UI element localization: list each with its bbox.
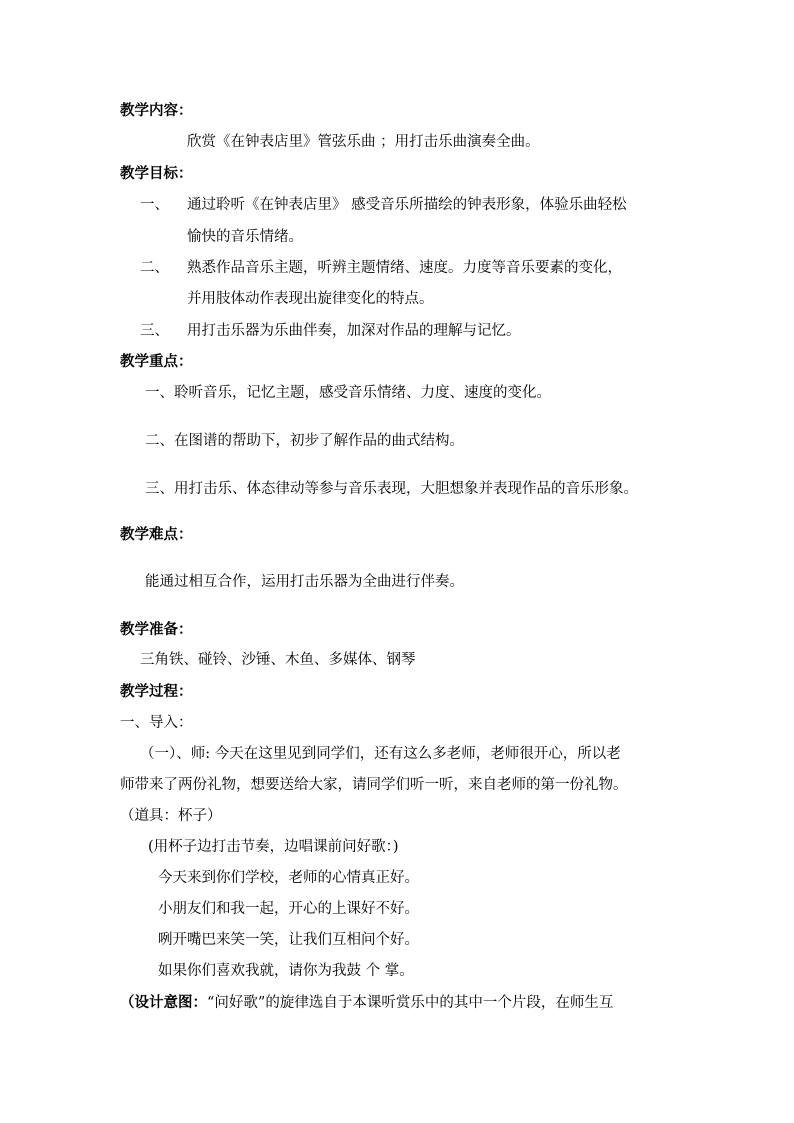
section-heading-key-points: 教学重点： (120, 353, 193, 370)
process-paragraph-line-3: （道具：杯子） (120, 808, 222, 824)
song-line-2: 小朋友们和我一起，开心的上课好不好。 (158, 901, 419, 917)
key-point-2: 二、在图谱的帮助下，初步了解作品的曲式结构。 (145, 433, 464, 449)
prep-text: 三角铁、碰铃、沙锤、木鱼、多媒体、钢琴 (140, 652, 416, 668)
difficulty-text: 能通过相互合作，运用打击乐器为全曲进行伴奏。 (145, 574, 464, 590)
content-text: 欣赏《在钟表店里》管弦乐曲 ；用打击乐曲演奏全曲。 (187, 134, 540, 150)
song-line-4: 如果你们喜欢我就，请你为我鼓 个 掌。 (158, 963, 414, 979)
section-heading-content: 教学内容： (120, 102, 193, 119)
design-intent-text: “问好歌”的旋律选自于本课听赏乐中的其中一个片段，在师生互 (207, 995, 614, 1011)
song-intro: (用杯子边打击节奏，边唱课前问好歌：) (148, 839, 399, 855)
key-point-1: 一、聆听音乐，记忆主题，感受音乐情绪、力度、速度的变化。 (145, 385, 551, 401)
design-intent-colon: ： (192, 994, 207, 1011)
goal-item-3-line1: 用打击乐器为乐曲伴奏，加深对作品的理解与记忆。 (187, 323, 521, 339)
process-section-1: 一、导入： (120, 715, 193, 731)
section-heading-prep: 教学准备： (120, 621, 193, 638)
process-paragraph-line-2: 师带来了两份礼物，想要送给大家，请同学们听一听，来自老师的第一份礼物。 (120, 777, 628, 793)
goal-item-1-line1: 通过聆听《在钟表店里》 感受音乐所描绘的钟表形象，体验乐曲轻松 (187, 197, 627, 213)
section-heading-process: 教学过程： (120, 683, 193, 700)
song-line-1: 今天来到你们学校，老师的心情真正好。 (158, 870, 419, 886)
design-intent-line (120, 993, 613, 1013)
song-line-3: 咧开嘴巴来笑一笑，让我们互相问个好。 (158, 932, 419, 948)
goal-item-1-number: 一、 (140, 197, 169, 213)
section-heading-difficulty: 教学难点： (120, 526, 193, 543)
key-point-3: 三、用打击乐、体态律动等参与音乐表现，大胆想象并表现作品的音乐形象。 (145, 481, 638, 497)
process-paragraph-line-1: （一）、师: 今天在这里见到同学们，还有这么多老师，老师很开心，所以老 (140, 746, 621, 762)
section-heading-goals: 教学目标： (120, 165, 193, 182)
design-intent-label: （设计意图 (120, 994, 193, 1011)
goal-item-2-line1: 熟悉作品音乐主题，听辨主题情绪、速度。力度等音乐要素的变化， (187, 260, 622, 276)
goal-item-2-line2: 并用肢体动作表现出旋律变化的特点。 (187, 291, 434, 307)
goal-item-1-line2: 愉快的音乐情绪。 (187, 229, 303, 245)
goal-item-3-number: 三、 (140, 323, 169, 339)
goal-item-2-number: 二、 (140, 260, 169, 276)
